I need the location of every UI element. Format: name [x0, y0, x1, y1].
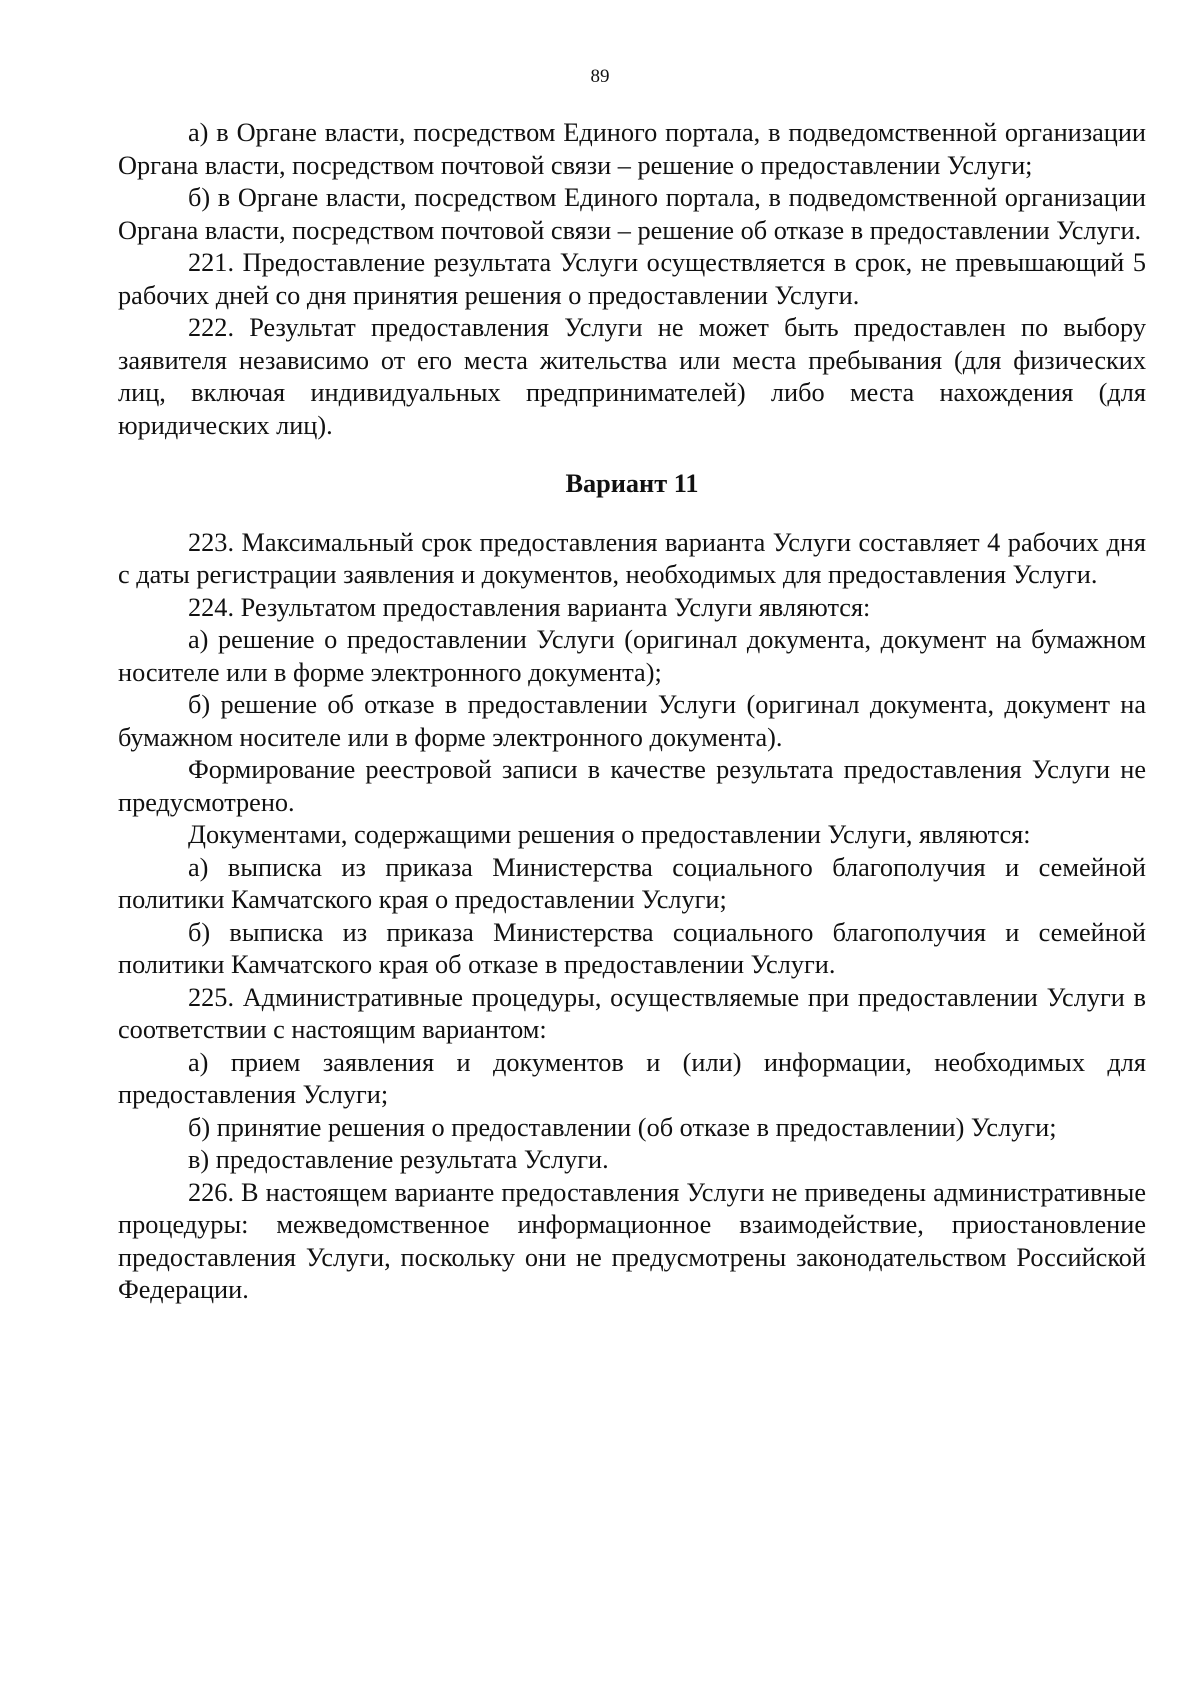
paragraph-b-decision-refusal: б) в Органе власти, посредством Единого портала, в подведомственной организации Органа власти, посредством почтовой связи – решение об отказе в предоставлении Услуги. [118, 183, 1146, 245]
paragraph-222: 222. Результат предоставления Услуги не может быть предоставлен по выбору заявителя независимо от его места жительства или места пребывания (для физических лиц, включая индивидуальных предпринимателей) либо места нахождения (для юридических лиц). [118, 313, 1146, 440]
paragraph-223: 223. Максимальный срок предоставления варианта Услуги составляет 4 рабочих дня с даты регистрации заявления и документов, необходимых для предоставления Услуги. [118, 527, 1146, 589]
paragraph-a-decision-provision: а) в Органе власти, посредством Единого портала, в подведомственной организации Органа власти, посредством почтовой связи – решение о предоставлении Услуги; [118, 118, 1146, 180]
paragraph-224: 224. Результатом предоставления варианта Услуги являются: [188, 592, 871, 622]
page-number: 89 [590, 66, 610, 87]
paragraph-225-c: в) предоставление результата Услуги. [188, 1145, 609, 1174]
paragraph-225-a: а) прием заявления и документов и (или) информации, необходимых для предоставления Услуги; [118, 1047, 1146, 1109]
paragraph-221: 221. Предоставление результата Услуги осуществляется в срок, не превышающий 5 рабочих дней со дня принятия решения о предоставлении Услуги. [118, 248, 1146, 310]
paragraph-documents-intro: Документами, содержащими решения о предоставлении Услуги, являются: [188, 820, 1031, 849]
paragraph-documents-b: б) выписка из приказа Министерства социального благополучия и семейной политики Камчатского края об отказе в предоставлении Услуги. [118, 917, 1146, 979]
paragraph-225-b: б) принятие решения о предоставлении (об отказе в предоставлении) Услуги; [188, 1112, 1057, 1142]
section-heading-variant-11: Вариант 11 [565, 469, 699, 498]
paragraph-225: 225. Административные процедуры, осуществляемые при предоставлении Услуги в соответствии с настоящим вариантом: [118, 982, 1146, 1044]
paragraph-224-b: б) решение об отказе в предоставлении Услуги (оригинал документа, документ на бумажном носителе или в форме электронного документа). [118, 690, 1146, 752]
paragraph-documents-a: а) выписка из приказа Министерства социального благополучия и семейной политики Камчатского края о предоставлении Услуги; [118, 852, 1146, 914]
document-body [118, 117, 1146, 1307]
paragraph-registry-record: Формирование реестровой записи в качестве результата предоставления Услуги не предусмотрено. [118, 755, 1146, 817]
paragraph-224-a: а) решение о предоставлении Услуги (оригинал документа, документ на бумажном носителе или в форме электронного документа); [118, 625, 1146, 687]
paragraph-226: 226. В настоящем варианте предоставления Услуги не приведены административные процедуры: межведомственное информационное взаимодействие, приостановление предоставления Услуги, поскольку они не предусмотрены законодательством Российской Федерации. [118, 1177, 1146, 1304]
